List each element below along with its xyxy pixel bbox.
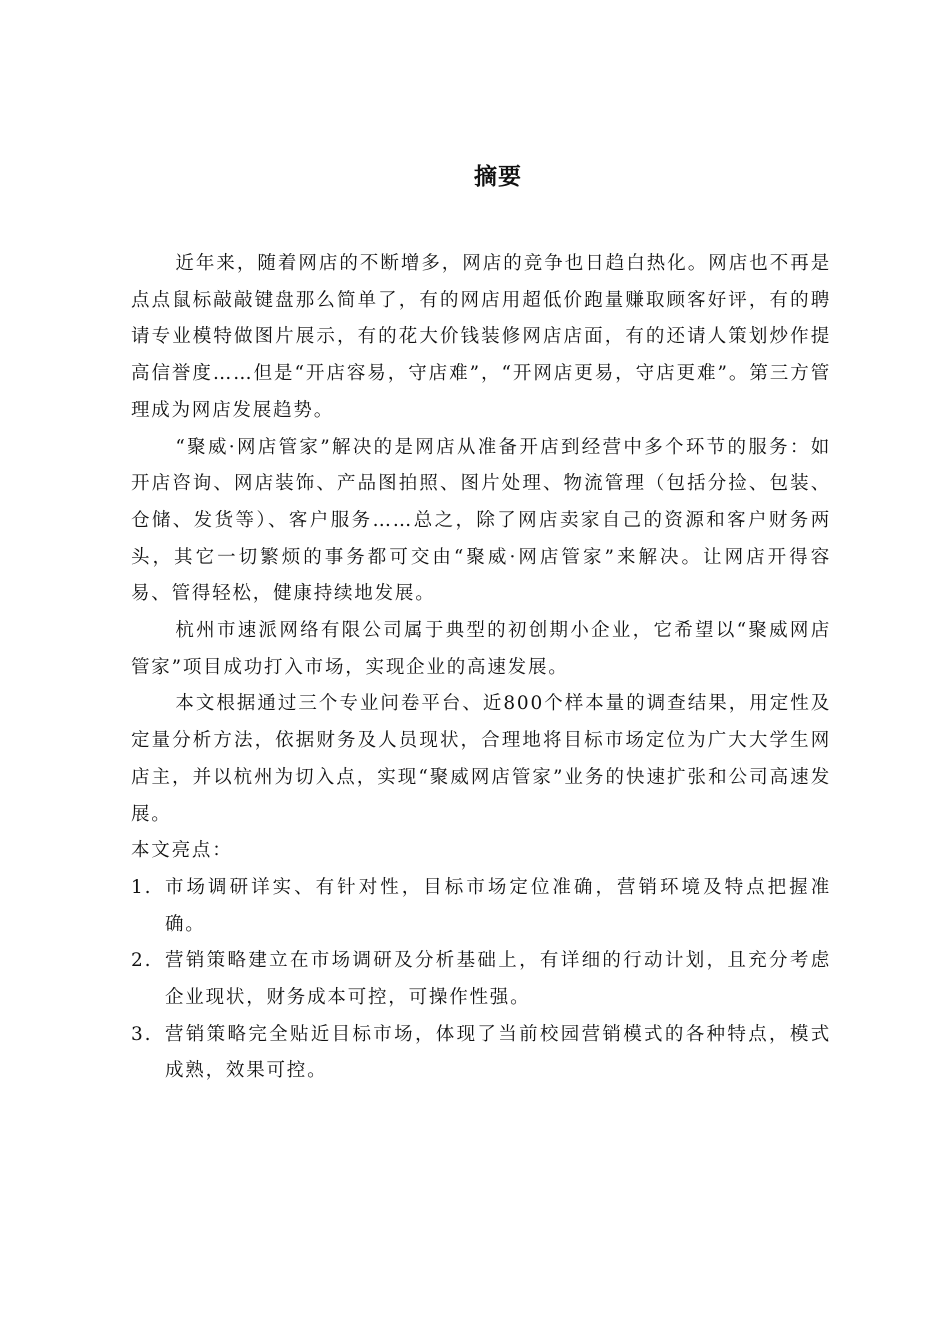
abstract-title: 摘要 (474, 164, 522, 190)
highlight-text: 市场调研详实、有针对性，目标市场定位准确，营销环境及特点把握准确。 (165, 876, 831, 935)
highlights-list (131, 870, 831, 1090)
highlight-number: 2. (131, 950, 153, 972)
highlight-number: 1. (131, 876, 153, 898)
highlights-label: 本文亮点： (131, 840, 233, 862)
highlight-text: 营销策略建立在市场调研及分析基础上，有详细的行动计划，且充分考虑企业现状，财务成本可控，可操作性强。 (165, 950, 831, 1009)
highlight-item-1 (131, 870, 831, 943)
highlight-item-2 (131, 943, 831, 1016)
highlight-number: 3. (131, 1023, 153, 1045)
paragraph-2: “聚威·网店管家”解决的是网店从准备开店到经营中多个环节的服务：如开店咨询、网店装饰、产品图拍照、图片处理、物流管理（包括分捡、包装、仓储、发货等）、客户服务……总之，除了网店卖家自己的资源和客户财务两头，其它一切繁烦的事务都可交由“聚威·网店管家”来解决。让网店开得容易、管得轻松，健康持续地发展。 (131, 436, 831, 605)
paragraph-4: 本文根据通过三个专业问卷平台、近800个样本量的调查结果，用定性及定量分析方法，依据财务及人员现状，合理地将目标市场定位为广大大学生网店主，并以杭州为切入点，实现“聚威网店管家”业务的快速扩张和公司高速发展。 (131, 693, 831, 825)
highlight-item-3 (131, 1017, 831, 1090)
abstract-body (131, 246, 831, 1090)
paragraph-1: 近年来，随着网店的不断增多，网店的竞争也日趋白热化。网店也不再是点点鼠标敲敲键盘那么简单了，有的网店用超低价跑量赚取顾客好评，有的聘请专业模特做图片展示，有的花大价钱装修网店店面，有的还请人策划炒作提高信誉度……但是“开店容易，守店难”，“开网店更易，守店更难”。第三方管理成为网店发展趋势。 (131, 253, 831, 421)
paragraph-3: 杭州市速派网络有限公司属于典型的初创期小企业，它希望以“聚威网店管家”项目成功打入市场，实现企业的高速发展。 (131, 620, 831, 678)
highlight-text: 营销策略完全贴近目标市场，体现了当前校园营销模式的各种特点，模式成熟，效果可控。 (165, 1023, 831, 1082)
